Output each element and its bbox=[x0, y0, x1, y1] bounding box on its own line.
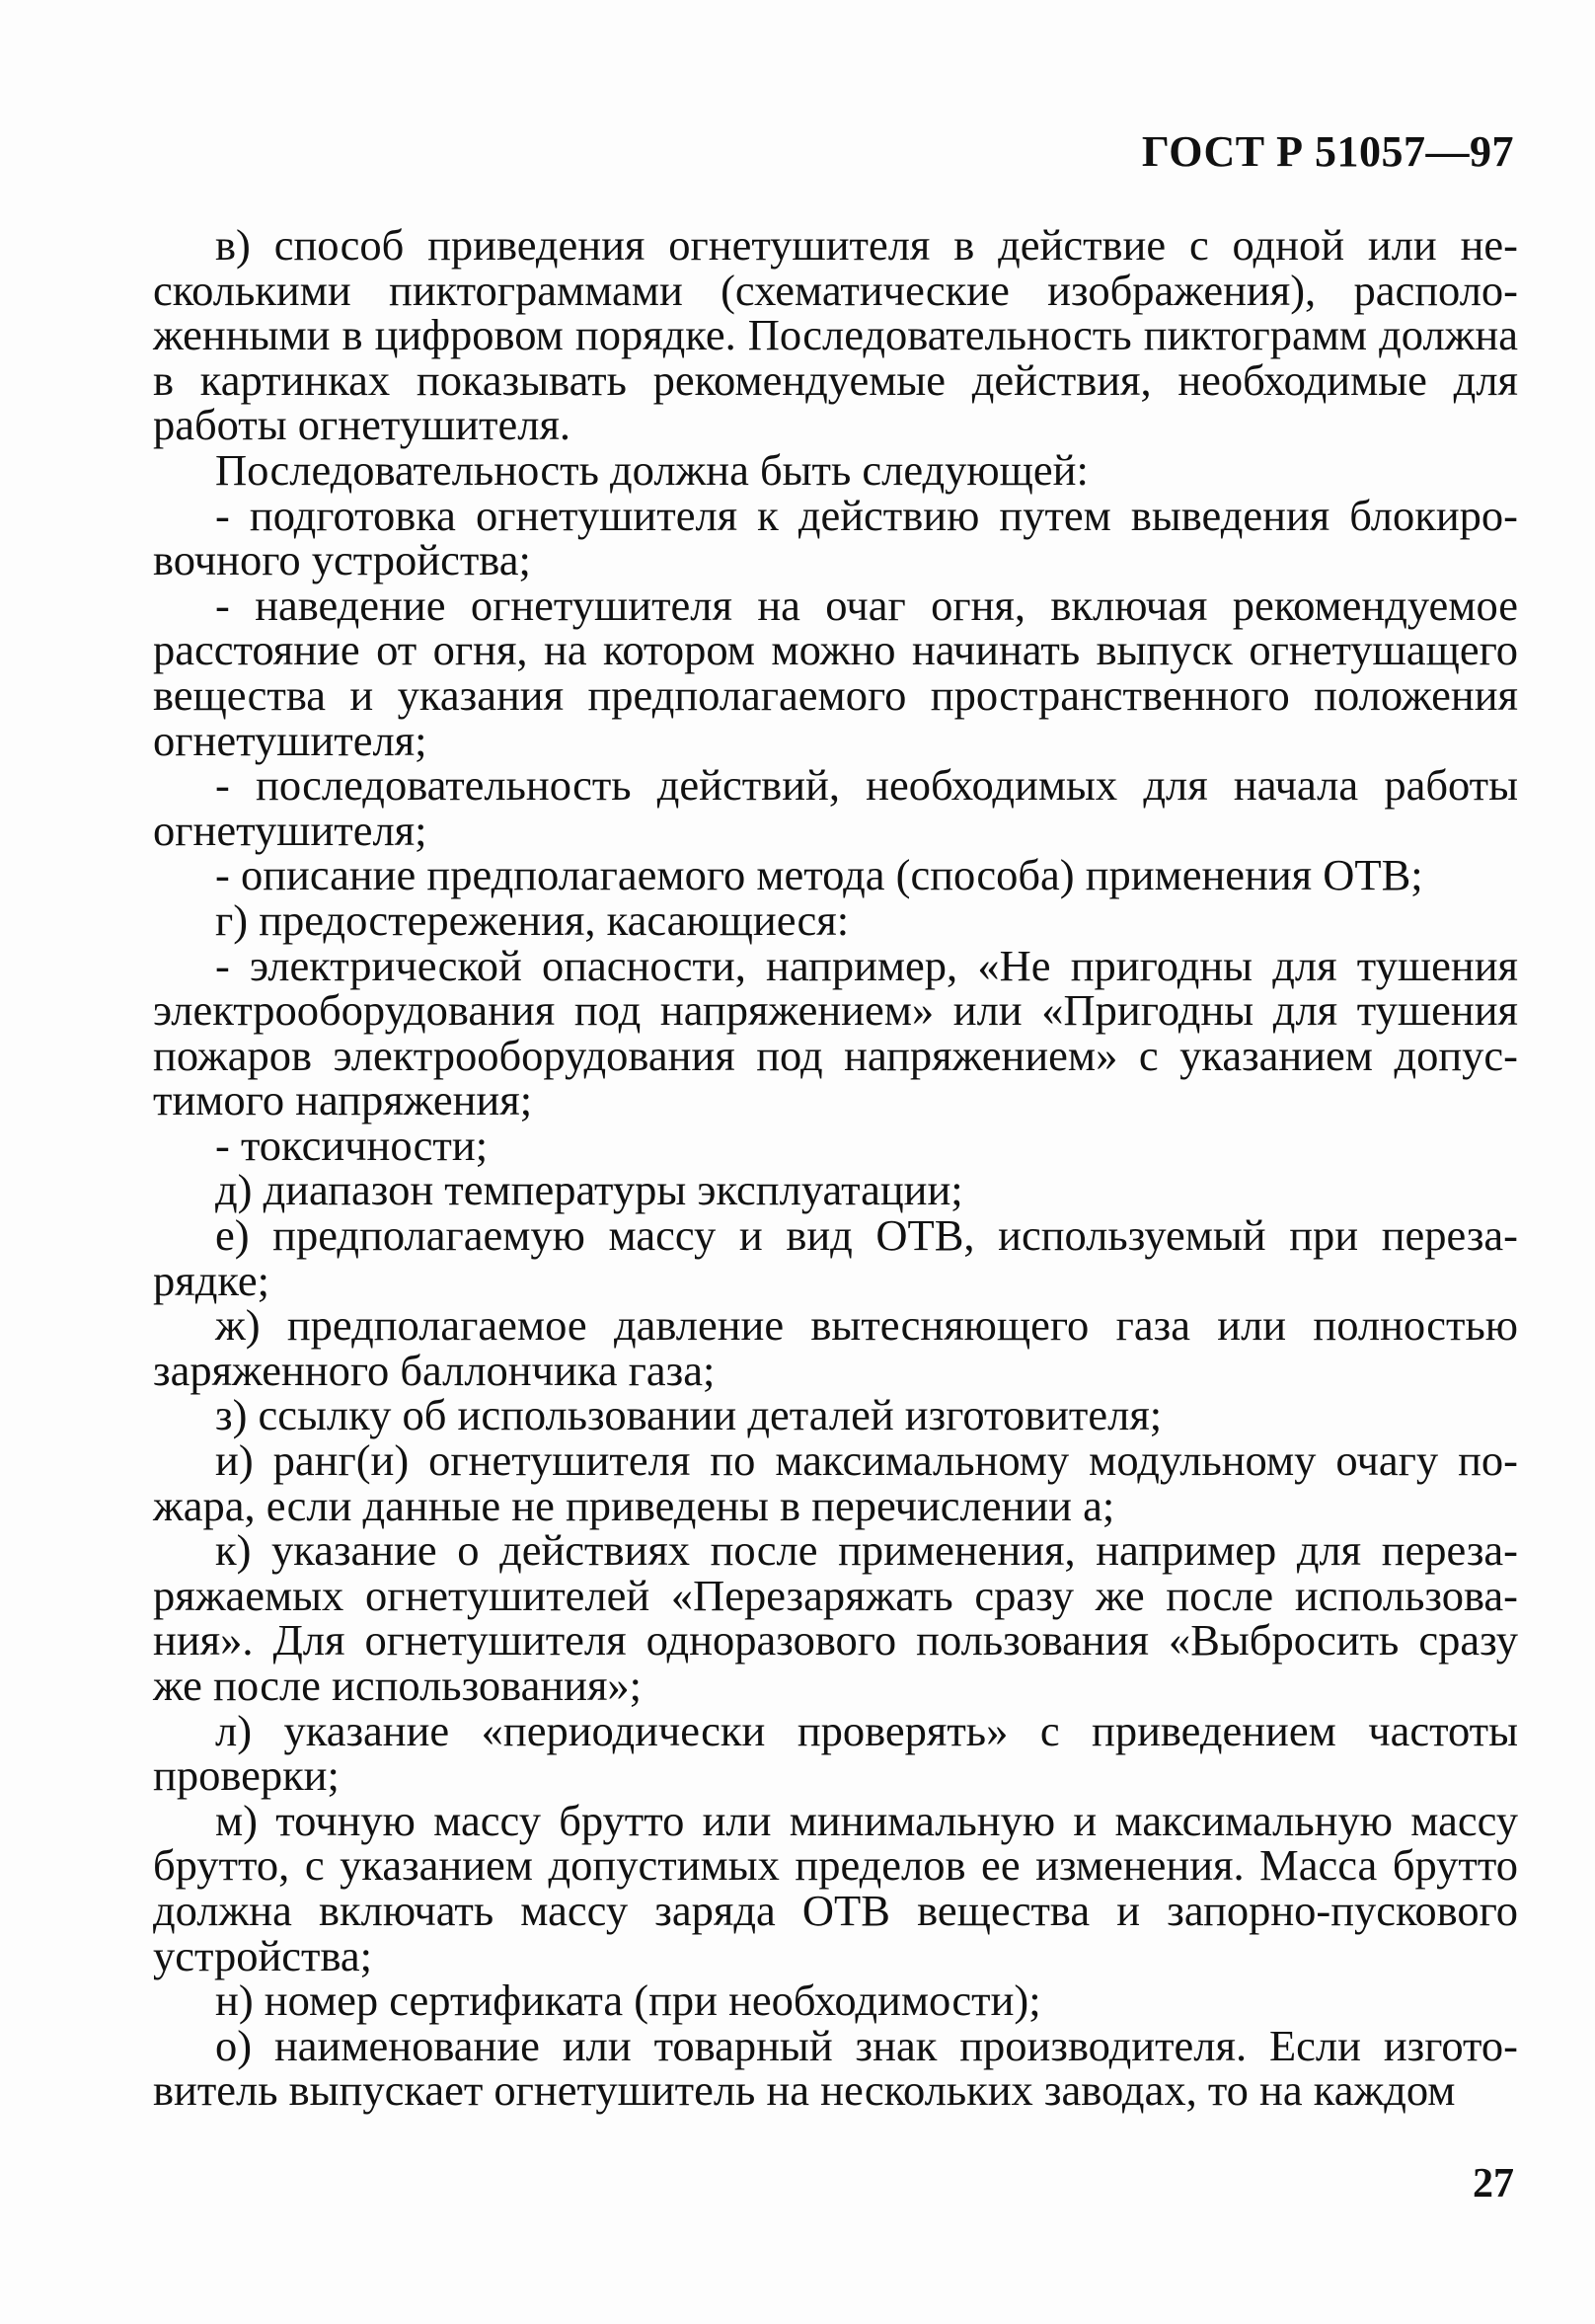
paragraph-list-item: - токсичности; bbox=[215, 1120, 489, 1170]
paragraph-z: з) ссылку об использовании деталей изготовителя; bbox=[215, 1390, 1163, 1440]
paragraph-m: м) точную массу брутто или минимальную и максимальную массу брутто, с указанием допустимых пределов ее изменения. Масса брутто должна включать массу заряда ОТВ вещества и запорно-пускового устройства; bbox=[153, 1795, 1518, 1980]
paragraph-n: н) номер сертификата (при необходимости); bbox=[215, 1975, 1041, 2026]
paragraph-sequence-intro: Последовательность должна быть следующей: bbox=[215, 444, 1089, 495]
paragraph-e: е) предполагаемую массу и вид ОТВ, используемый при перезарядке; bbox=[153, 1210, 1518, 1305]
paragraph-l: л) указание «периодически проверять» с приведением частоты проверки; bbox=[153, 1705, 1518, 1801]
paragraph-i: и) ранг(и) огнетушителя по максимальному модульному очагу пожара, если данные не приведены в перечислении а; bbox=[153, 1435, 1518, 1530]
paragraph-k: к) указание о действиях после применения, например для перезаряжаемых огнетушителей «Перезаряжать сразу же после использования». Для огнетушителя одноразового пользования «Выбросить сразу же после использования»; bbox=[153, 1525, 1518, 1710]
paragraph-list-item: - описание предполагаемого метода (способа) применения ОТВ; bbox=[215, 850, 1423, 900]
paragraph-list-item: - подготовка огнетушителя к действию путем выведения блокировочного устройства; bbox=[153, 490, 1518, 585]
page-number: 27 bbox=[1473, 2161, 1514, 2207]
paragraph-v: в) способ приведения огнетушителя в действие с одной или несколькими пиктограммами (схематические изображения), расположенными в цифровом порядке. Последовательность пиктограмм должна в картинках показывать рекомендуемые действия, необходимые для работы огнетушителя. bbox=[153, 220, 1518, 450]
document-header: ГОСТ Р 51057—97 bbox=[1141, 127, 1514, 176]
paragraph-d: д) диапазон температуры эксплуатации; bbox=[215, 1165, 963, 1215]
paragraph-g: г) предостережения, касающиеся: bbox=[215, 894, 850, 945]
paragraph-zh: ж) предполагаемое давление вытесняющего газа или полностью заряженного баллончика газа; bbox=[153, 1300, 1518, 1395]
document-body bbox=[153, 220, 1518, 2116]
paragraph-list-item: - наведение огнетушителя на очаг огня, включая рекомендуемое расстояние от огня, на котором можно начинать выпуск огнетушащего вещества и указания предполагаемого пространственного положения огнетушителя; bbox=[153, 580, 1518, 765]
paragraph-list-item: - электрической опасности, например, «Не пригодны для тушения электрооборудования под напряжением» или «Пригодны для тушения пожаров электрооборудования под напряжением» с указанием допустимого напряжения; bbox=[153, 940, 1518, 1125]
paragraph-o: о) наименование или товарный знак производителя. Если изготовитель выпускает огнетушитель на нескольких заводах, то на каждом bbox=[153, 2020, 1518, 2116]
paragraph-list-item: - последовательность действий, необходимых для начала работы огнетушителя; bbox=[153, 760, 1518, 855]
